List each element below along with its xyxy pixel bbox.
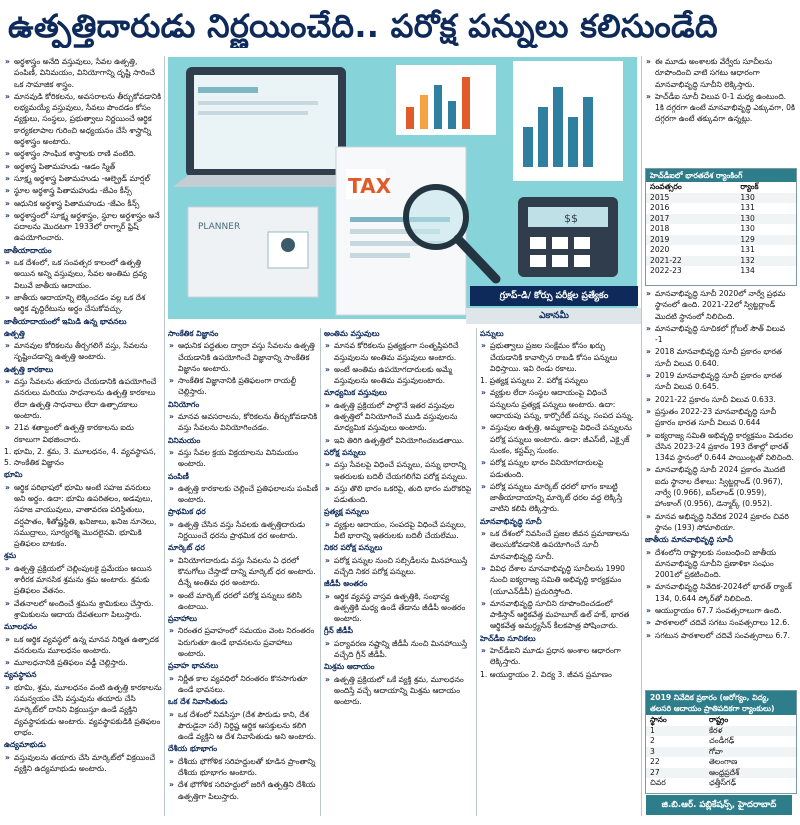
section-heading: పంపిణీ: [168, 471, 189, 481]
table-cell: గోవా: [705, 747, 796, 758]
paragraph: » ఆధునిక పద్ధతుల ద్వారా వస్తు సేవలను ఉత్పత్తి చేయడానికి ఉపయోగించే విజ్ఞానాన్ని సాంకేతిక విజ్ఞానం అంటారు.: [168, 340, 318, 374]
paragraph: » వస్తు తొలి భారం ఒకరిపై, తుది భారం మరొకరిపై పడుతుంది.: [324, 483, 474, 506]
column-5-top: [645, 56, 795, 166]
paragraph: » ఇవి తిరిగి ఉత్పత్తిలో వినియోగించబడతాయి.: [324, 435, 474, 446]
paragraph: » మూలధనానికి ప్రతిఫలం వడ్డీ చెల్లిస్తారు.: [4, 657, 162, 668]
table-cell: 27: [646, 768, 705, 779]
section-byline: ఎకానమీ: [466, 308, 642, 324]
paragraph: » సూక్ష్మ అర్థశాస్త్ర పితామహుడు -ఆల్ఫ్రెడ్ మార్షల్: [4, 173, 162, 184]
paragraph: » 2021-22 ప్రకారం సూచీ విలువ 0.633.: [645, 394, 795, 405]
section-heading: వ్యవస్థాపన: [4, 670, 37, 680]
table-cell: తెలంగాణ: [709, 757, 738, 766]
section-heading: మానవాభివృద్ధి సూచీ: [480, 516, 542, 526]
table-cell: చివర: [650, 778, 666, 787]
table-header: హెచ్‌డీఐలో భారతదేశ ర్యాంకింగ్: [646, 169, 796, 182]
paragraph: » హెచ్‌డీఐ సూచీ విలువ 0-1 మధ్య ఉంటుంది. 1కి దగ్గరగా ఉంటే మానవాభివృద్ధి ఎక్కువగా, 0కి దగ్గరగా ఉంటే తక్కువగా ఉన్నట్లు.: [645, 91, 795, 125]
paragraph: » ఆర్థిక పరిభాషలో భూమి అంటే సహజ వనరులు అని అర్థం. ఉదా: భూమి ఉపరితలం, అడవులు, సహజ వాయువులు, వాతావరణ పరిస్థితులు, వర్షపాతం, శీతోష్ణస్థితి, ఖనిజాలు, ఖనిజ నూనెలు, సముద్రాలు, సూర్యరశ్మి మొదలైనవి. భూమికి ప్రతిఫలం బాటకం.: [4, 482, 162, 550]
paragraph: » మానవ అభివృద్ధి నివేదిక 2024 ప్రకారం చివరి స్థానం (193) సోమాలియా.: [645, 511, 795, 534]
paragraph: » అంటే అంతిమ ఉపయోగదారులకు అమ్మే వస్తువులను అంతిమ వస్తువులంటారు.: [324, 364, 474, 387]
paragraph: » ప్రభుత్వాలు ప్రజల సంక్షేమం కోసం ఖర్చు చేయడానికి కావాల్సిన రాబడి కోసం పన్నులు విధిస్తాయి. ఇవి రెండు రకాలు.: [480, 340, 638, 374]
paragraph: » అర్థశాస్త్రంలో సూక్ష్మ అర్థశాస్త్రం, స్థూల అర్థశాస్త్రం అనే పదాలను మొదటగా 1933లో రాగ్నార్ ఫ్రిష్ ఉపయోగించారు.: [4, 210, 162, 244]
paragraph: » ఉత్పత్తి ప్రక్రియలో ఒకే వ్యక్తి శ్రమ, మూలధనం అందిస్తే వచ్చే ఆదాయాన్ని మిశ్రమ ఆదాయం అంటారు.: [324, 674, 474, 708]
col-rank-header: ర్యాంక్: [740, 182, 759, 191]
paragraph: » ఆయుర్దాయం 67.7 సంవత్సరాలుగా ఉంది.: [645, 605, 795, 616]
table-cell: 2: [650, 736, 655, 745]
table-cell: 132: [736, 256, 796, 267]
paragraph: » పరోక్ష పన్నుల భారం వినియోగదారులపై పడుతుంది.: [480, 457, 638, 480]
tax-label: TAX: [348, 174, 391, 198]
section-heading: జాతీయాదాయం: [4, 245, 52, 255]
paragraph: » దేశంలోని రాష్ట్రాలకు సంబంధించి జాతీయ మానవాభివృద్ధి సూచీని ప్రణాళికా సంఘం 2001లో ప్రకటించింది.: [645, 547, 795, 581]
table-row: [646, 747, 796, 758]
paragraph: » వ్యక్తుల లేదా సంస్థల ఆదాయంపై విధించే పన్నులను ప్రత్యక్ష పన్నులు అంటారు. ఉదా: ఆదాయపు పన్ను, కార్పొరేట్ పన్ను, సంపద పన్ను.: [480, 387, 638, 421]
table-row: [646, 266, 796, 277]
section-heading: సాంకేతిక విజ్ఞానం: [168, 329, 219, 338]
paragraph: » నిర్ణీత కాల వ్యవధిలో నిరంతరం కొనసాగుతూ ఉండే భావనలు.: [168, 673, 318, 696]
table-row: [646, 768, 796, 779]
paragraph: » ఒక ఆర్థిక వ్యవస్థలో ఉన్న మానవ నిర్మిత ఉత్పాదక వనరులను మూలధనం అంటారు.: [4, 634, 162, 657]
hdi-india-rank-table: [645, 168, 797, 286]
exam-badge: గ్రూప్-డి/ కోర్సు పరీక్షల ప్రత్యేకం: [470, 286, 638, 306]
paragraph: » మానవాభివృద్ధి నివేదిక-2024లో భారత్ ర్యాంక్ 134, 0.644 స్కోర్‌తో నిలిచింది.: [645, 581, 795, 604]
section-heading: వినిమయం: [168, 435, 201, 445]
section-heading: భూమి: [4, 470, 23, 480]
section-heading: జీడీపీ అంతరం: [324, 579, 368, 589]
paragraph: » మానవాభివృద్ధి సూచీ 2020లో నార్వే ప్రథమ స్థానంలో ఉంది. 2021-22లో స్విట్జర్లాండ్ మొదటి స్థానంలో నిలిచింది.: [645, 288, 795, 322]
section-heading: ఉత్పత్తి: [4, 328, 25, 338]
table-cell: 2015: [646, 193, 736, 204]
paragraph: » పరోక్ష పన్నులు మార్కెట్ ధరలో భాగం కాబట్టి జాతీయాదాయాన్ని మార్కెట్ ధరల వద్ద లెక్కిస్తే వాటిని కలిపి లెక్కిస్తారు.: [480, 481, 638, 515]
paragraph: » దేశీయ భౌగోళిక సరిహద్దులతో కూడిన ప్రాంతాన్ని దేశీయ భూభాగం అంటారు.: [168, 756, 318, 779]
section-heading: ప్రత్యక్ష పన్నులు: [324, 507, 370, 517]
state-hdi-table: [645, 690, 797, 794]
paragraph: » వినియోగదారుడు వస్తు సేవలను ఏ ధరలో కొనుగోలు చేస్తాడో దాన్ని మార్కెట్ ధర అంటారు. దీన్నే అంతిమ ధర అంటారు.: [168, 555, 318, 589]
section-heading: పన్నులు: [480, 329, 504, 338]
table-cell: 129: [736, 235, 796, 246]
table-cell: 130: [736, 193, 796, 204]
paragraph: » సాంకేతిక విజ్ఞానానికి ప్రతిఫలంగా రాయల్టీ చెల్లిస్తారు.: [168, 375, 318, 398]
section-heading: మార్కెట్ ధర: [168, 543, 205, 553]
paragraph: » ఆధునిక అర్థశాస్త్ర పితామహుడు -జేఎం కీన్స్: [4, 198, 162, 209]
section-heading: దేశీయ భూభాగం: [168, 744, 218, 754]
section-heading: నికర పరోక్ష పన్నులు: [324, 543, 383, 553]
paragraph: » 2018 మానవాభివృద్ధి సూచీ ప్రకారం భారత సూచీ విలువ 0.640.: [645, 346, 795, 369]
section-heading: మాధ్యమిక వస్తువులు: [324, 388, 387, 398]
section-heading: మూలధనం: [4, 622, 38, 632]
table2-header: 2019 నివేదిక ప్రకారం (ఆరోగ్యం, విద్య, తలసరి ఆదాయం ప్రాతిపదికగా ర్యాంకులు): [646, 691, 796, 715]
paragraph: » వేతనాలలో అందించే శ్రమను శ్రామికులు చేస్తారు. శ్రామికులను ఆదాయ దేవతలుగా పిలుస్తారు.: [4, 598, 162, 621]
paragraph: » నిరంతర ప్రవాహంలో సమయం వెంట నిరంతరం పెరుగుతూ ఉండే భావనలను ప్రవాహాలు అంటారు.: [168, 625, 318, 659]
paragraph: » మానవాభివృద్ధి సూచికలో గ్లోబల్ సౌత్ విలువ -1: [645, 323, 795, 346]
paragraph: 1. ప్రత్యక్ష పన్నులు 2. పరోక్ష పన్నులు: [480, 376, 589, 386]
tax-illustration-art: [168, 57, 637, 319]
col-position-header: స్థానం: [650, 715, 667, 724]
paragraph: » పర్యావరణ నష్టాన్ని జీడీపీ నుంచి మినహాయిస్తే వచ్చేది గ్రీన్ జీడీపీ.: [324, 638, 474, 661]
paragraph: » జాతీయ ఆదాయాన్ని లెక్కించడం వల్ల ఒక దేశ ఆర్థిక వృద్ధిరేటును అర్థం చేసుకోవచ్చు.: [4, 292, 162, 315]
table-row: [646, 757, 796, 768]
table-cell: ఛత్తీస్‌గఢ్: [709, 778, 737, 787]
table-cell: 131: [740, 203, 755, 212]
paragraph: » మానవాభివృద్ధి సూచీ 2024 ప్రకారం మొదటి ఐదు స్థానాల దేశాలు: స్విట్జర్లాండ్ (0.967), నార్వే (0.966), ఐస్‌లాండ్ (0.959), హాంకాంగ్ (0.956), డెన్మార్క్ (0.952).: [645, 464, 795, 509]
paragraph: » మానవ కోరికలను ప్రత్యక్షంగా సంతృప్తిపరిచే వస్తువులను అంతిమ వస్తువులు అంటారు.: [324, 340, 474, 363]
paragraph: » ఉత్పత్తి కారకాలకు చెల్లించే ప్రతిఫలాలను పంపిణీ అంటారు.: [168, 483, 318, 506]
table-cell: 22: [650, 757, 660, 766]
table-cell: చండీగఢ్: [709, 736, 735, 745]
section-heading: మిశ్రమ ఆదాయం: [324, 662, 375, 672]
paragraph: » పాఠశాలలో చదివే సగటు సంవత్సరాలు 12.6.: [645, 617, 795, 628]
table-row: [646, 193, 796, 204]
paragraph: » ఐక్యరాజ్య సమితి అభివృద్ధి కార్యక్రమం విడుదల చేసిన 2023-24 ప్రకారం 193 దేశాల్లో భారత్ 134వ స్థానంలో 0.644 పాయింట్లతో నిలిచింది.: [645, 430, 795, 464]
table-cell: కేరళ: [705, 726, 796, 737]
paragraph: » ఒక దేశంలో నివసిస్తూ (దేశ పౌరుడు కాని, దేశ పౌరుడైనా సరే) నిర్దిష్ట ఆర్థిక ఆసక్తులను కలిగి ఉండే వ్యక్తిని ఆ దేశ నివాసితుడు అని అంటారు.: [168, 709, 318, 743]
paragraph: » ఉత్పత్తి ప్రక్రియలో పాల్గొనే ఇతర వస్తువుల ఉత్పత్తిలో వినియోగించే ముడి వస్తువులను మాధ్యమిక వస్తువులు అంటారు.: [324, 400, 474, 434]
paragraph: » సగటున పాఠశాలలో చదివే సంవత్సరాలు 6.7.: [645, 630, 795, 641]
paragraph: » ఒక దేశంలో నివసించే ప్రజల జీవన ప్రమాణాలను తెలుసుకోవడానికి ఉపయోగించే సూచీ మానవాభివృద్ధి సూచీ.: [480, 528, 638, 562]
paragraph: » ఈ మూడు అంశాలకు వేర్వేరు సూచీలను రూపొందించి వాటి సగటు ఆధారంగా మానవాభివృద్ధి సూచీని లెక్కిస్తారు.: [645, 56, 795, 90]
paragraph: » మానవాభివృద్ధి సూచిని రూపొందించడంలో పాకిస్తాన్ ఆర్థికవేత్త మహబూబ్ ఉల్ హక్, భారత ఆర్థికవేత్త అమర్త్యసేన్ కీలకపాత్ర పోషించారు.: [480, 598, 638, 632]
paragraph: » అర్థశాస్త్ర పితామహుడు -ఆడం స్మిత్: [4, 161, 162, 172]
paragraph: 1. భూమి, 2. శ్రమ, 3. మూలధనం, 4. వ్యవస్థాపన, 5. సాంకేతిక విజ్ఞానం: [4, 446, 156, 468]
table-cell: 3: [646, 747, 705, 758]
paragraph: » స్థూల అర్థశాస్త్ర పితామహుడు -జేఎం కీన్స్: [4, 185, 162, 196]
section-heading: ప్రవాహ భావనలు: [168, 661, 219, 671]
section-heading: పరోక్ష పన్నులు: [324, 447, 366, 457]
paragraph: » మానవ అవసరాలను, కోరికలను తీర్చుకోవడానికి వస్తు సేవలను వినియోగించడం.: [168, 411, 318, 434]
paragraph: » మానవుడి కోరికలను, అవసరాలను తీర్చుకోవడానికి లభ్యమయ్యే వస్తువులు, సేవలు పొందడం కోసం వ్యక్తులు, సంస్థలు, ప్రభుత్వాలు నిర్ణయించే ఆర్థిక కార్యకలాపాల గురించి అధ్యయనం చేసే శాస్త్రాన్ని అర్థశాస్త్రం అంటారు.: [4, 91, 162, 147]
table-row: [646, 726, 796, 737]
table-row: [646, 235, 796, 246]
section-heading: ఉద్యమాభుడు: [4, 740, 46, 750]
table-cell: 130: [740, 224, 755, 233]
paragraph: » మానవుల కోరికలను తీర్చగలిగే వస్తు, సేవలను సృష్టించడాన్ని ఉత్పత్తి అంటారు.: [4, 340, 162, 363]
section-heading: ప్రాథమిక ధర: [168, 507, 206, 517]
table-row: [646, 214, 796, 225]
table-cell: 2016: [650, 203, 670, 212]
table-cell: 2022-23: [650, 266, 682, 275]
section-heading: హెచ్‌డీఐ సూచికలు: [480, 633, 536, 643]
paragraph: » ఉత్పత్తి చేసిన వస్తు సేవలకు ఉత్పత్తిదారుడు నిర్ణయించే ధరను ప్రాథమిక ధర అంటారు.: [168, 519, 318, 542]
col-year-header: సంవత్సరం: [650, 182, 682, 191]
table-row: [646, 245, 796, 256]
publisher-credit: జి.బి.ఆర్. పబ్లికేషన్స్, హైదరాబాద్: [646, 795, 792, 815]
paragraph: » వస్తు సేవల క్రయ విక్రయాలను వినిమయం అంటారు.: [168, 447, 318, 470]
tax-illustration: [168, 57, 637, 319]
paragraph: » వస్తువుల ఉత్పత్తి, అమ్మకాలపై విధించే పన్నులను పరోక్ష పన్నులు అంటారు. ఉదా: జీఎస్‌టీ, ఎక్సైజ్ సుంకం, కస్టమ్స్ సుంకం.: [480, 422, 638, 456]
paragraph: » హెచ్‌డీఐని మూడు ప్రధాన అంశాల ఆధారంగా లెక్కిస్తారు.: [480, 645, 638, 668]
paragraph: » ఆర్థిక వ్యవస్థ వాస్తవ ఉత్పత్తికి, సంభావ్య ఉత్పత్తికి మధ్య ఉండే తేడాను జీడీపీ అంతరం అంటారు.: [324, 591, 474, 625]
paragraph: » ఒక దేశంలో, ఒక సంవత్సర కాలంలో ఉత్పత్తి అయిన అన్ని వస్తువులు, సేవల అంతిమ ద్రవ్య విలువే జాతీయ ఆదాయం.: [4, 257, 162, 291]
section-heading: జాతీయాదాయంలో ఇమిడి ఉన్న భావనలు: [4, 316, 127, 326]
table-cell: 2021-22: [646, 256, 736, 267]
table-cell: 2020: [650, 245, 670, 254]
paragraph: » వ్యక్తుల ఆదాయం, సంపదపై విధించే పన్నులు, వీటి భారాన్ని ఇతరులకు బదిలీ చేయలేము.: [324, 519, 474, 542]
paragraph: » 2019 మానవాభివృద్ధి సూచీ ప్రకారం భారత సూచీ విలువ 0.645.: [645, 370, 795, 393]
column-1: [4, 56, 162, 816]
section-heading: జాతీయ మానవాభివృద్ధి సూచీ: [645, 535, 733, 545]
paragraph: » వస్తు సేవలపై విధించే పన్నులు, పన్ను భారాన్ని ఇతరులకు బదిలీ చేయగలిగేవి పరోక్ష పన్నులు.: [324, 459, 474, 482]
paragraph: » పరోక్ష పన్నుల నుంచి సబ్సిడీలను మినహాయిస్తే వచ్చేది నికర పరోక్ష పన్నులు.: [324, 555, 474, 578]
paragraph: » అర్థశాస్త్రం సాంఘిక శాస్త్రాలకు రాణి వంటిది.: [4, 148, 162, 159]
table-row: [646, 778, 796, 789]
table-cell: 130: [736, 214, 796, 225]
table-cell: 2018: [650, 224, 670, 233]
paragraph: » వస్తువులను తయారు చేసి మార్కెట్‌లో విక్రయించే వ్యక్తిని ఉద్యమాభుడు అంటారు.: [4, 752, 162, 775]
col-state-header: రాష్ట్రం: [709, 715, 729, 724]
table-row: [646, 256, 796, 267]
section-heading: అంతిమ వస్తువులు: [324, 329, 380, 338]
column-4: [480, 328, 638, 816]
table-cell: 1: [646, 726, 705, 737]
paragraph: » ప్రస్తుతం 2022-23 మానవాభివృద్ధి సూచీ ప్రకారం భారత సూచీ విలువ 0.644: [645, 406, 795, 429]
paragraph: » దేశ భౌగోళిక సరిహద్దులో జరిగే ఉత్పత్తిని దేశీయ ఉత్పత్తిగా పిలుస్తారు.: [168, 779, 318, 802]
section-heading: వినియోగం: [168, 399, 200, 409]
section-heading: ఉత్పత్తి కారకాలు: [4, 364, 54, 374]
table-cell: ఆంధ్రప్రదేశ్: [705, 768, 796, 779]
paragraph: » వస్తు సేవలను తయారు చేయడానికి ఉపయోగించే వనరులు మరియు సాధనాలను ఉత్పత్తి కారకాలు లేదా ఉత్పత్తి సాధనాలు లేదా ఉత్పాదకాలు అంటారు.: [4, 376, 162, 421]
table-cell: 134: [740, 266, 755, 275]
column-3: [324, 328, 474, 816]
paragraph: » 21వ శతాబ్దంలో ఉత్పత్తి కారకాలను ఐదు రకాలుగా విభజించారు.: [4, 422, 162, 445]
paragraph: » భూమి, శ్రమ, మూలధనం వంటి ఉత్పత్తి కారకాలను సమన్వయం చేసి వస్తువును తయారు చేసి మార్కెట్‌లో దానిని విక్రయిస్తూ ఉండే వ్యక్తిని వ్యవస్థాపకుడు అంటారు. వ్యవస్థాపకుడికి ప్రతిఫలం లాభం.: [4, 682, 162, 738]
section-heading: ప్రవాహాలు: [168, 614, 197, 624]
column-5-middle: [645, 288, 795, 686]
table-row: [646, 224, 796, 235]
section-heading: గ్రీన్ జీడీపీ: [324, 626, 353, 636]
paragraph: » ఉత్పత్తి ప్రక్రియలో చెల్లింపులకై ప్రమేయం అయిన శారీరక మానసిక శ్రమను శ్రమ అంటారు. శ్రమకు ప్రతిఫలం వేతనం.: [4, 563, 162, 597]
headline: ఉత్పత్తిదారుడు నిర్ణయించేది.. పరోక్ష పన్నులు కలిసుండేది: [8, 7, 718, 45]
section-heading: ఒక దేశ నివాసితుడు: [168, 697, 228, 707]
table-row: [646, 203, 796, 214]
table-cell: 2017: [646, 214, 736, 225]
section-heading: శ్రమ: [4, 551, 17, 561]
paragraph: » వివిధ దేశాల మానవాభివృద్ధి సూచీలను 1990 నుంచి ఐక్యరాజ్య సమితి అభివృద్ధి కార్యక్రమం (యూఎన్‌డీపీ) ప్రచురిస్తోంది.: [480, 563, 638, 597]
planner-label: PLANNER: [198, 222, 241, 232]
paragraph: » అంటే మార్కెట్ ధరలో పరోక్ష పన్నులు కలిసి ఉంటాయి.: [168, 590, 318, 613]
table-cell: 2019: [646, 235, 736, 246]
table-row: [646, 736, 796, 747]
calc-label: $$: [564, 212, 578, 225]
paragraph: 1. ఆయుర్దాయం 2. విద్య 3. జీవన ప్రమాణం: [480, 669, 612, 679]
paragraph: » అర్థశాస్త్రం అనేది వస్తువులు, సేవల ఉత్పత్తి, పంపిణీ, వినిమయం, వినియోగాన్ని దృష్టి సారించే ఒక సామాజిక శాస్త్రం.: [4, 56, 162, 90]
column-2: [168, 328, 318, 816]
table-cell: 131: [740, 245, 755, 254]
